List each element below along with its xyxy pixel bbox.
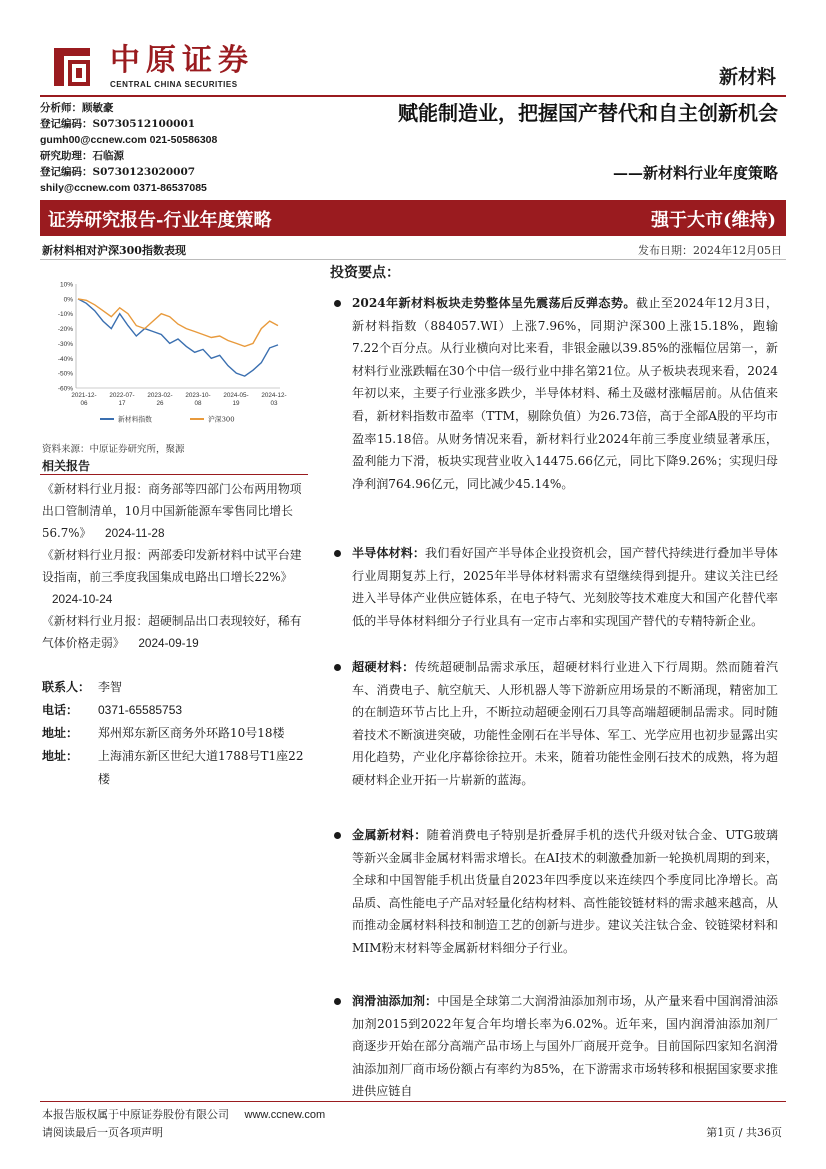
rating: 强于大市(维持) — [650, 210, 776, 231]
key-point-body: 传统超硬制品需求承压，超硬材料行业进入下行周期。然而随着汽车、消费电子、航空航天、人形机器人等下游新应用场景的不断涌现，精密加工的在制造环节占比上升，不断拉动超硬金刚石刀具等高端超硬制品需求。同时随着技术不断演进突破，功能性金刚石在半导体、军工、光学应用也初步显露出实用化趋势，产业化序幕徐徐拉开。未来，随着功能性金刚石技术的成熟，将为超硬材料企业开拓一片崭新的蓝海。 — [352, 660, 778, 787]
performance-chart — [40, 278, 290, 433]
related-report-text[interactable]: 《新材料行业月报：商务部等四部门公布两用物项出口管制清单，10月中国新能源车零售同比增长56.7%》 — [42, 482, 302, 540]
y-tick-label: 10% — [59, 281, 73, 289]
x-tick-label: 2024-12- — [261, 392, 287, 399]
key-point-lead: 2024年新材料板块走势整体呈先震荡后反弹态势。 — [352, 296, 636, 310]
x-tick-label: 2023-02- — [147, 392, 173, 399]
y-tick-label: -60% — [57, 385, 73, 393]
y-tick-label: -50% — [57, 370, 73, 378]
contact-row — [42, 745, 310, 791]
chart-title: 新材料相对沪深300指数表现 — [42, 244, 186, 257]
series-line — [78, 299, 278, 376]
footer-website-link[interactable]: www.ccnew.com — [244, 1109, 326, 1121]
contact-person: 李智 — [98, 680, 123, 694]
footer-disclaimer: 请阅读最后一页各项声明 — [42, 1126, 163, 1139]
x-tick-label: 2024-05- — [223, 392, 249, 399]
y-tick-label: 0% — [63, 296, 73, 304]
contact-row — [42, 699, 310, 722]
related-reports-title: 相关报告 — [42, 459, 91, 473]
x-tick-label: 2023-10- — [185, 392, 211, 399]
key-point-body: 我们看好国产半导体企业投资机会，国产替代持续进行叠加半导体行业周期复苏上行，2025年半导体材料需求有望继续得到提升。建议关注已经进入半导体产业供应链体系，在电子特气、光刻胶等技术难度大和国产化替代率低的半导体材料细分子行业具有一定市占率和实现国产替代的专精特新企业。 — [352, 546, 778, 628]
contact-label: 电话： — [42, 703, 79, 717]
key-point-body: 截止至2024年12月3日，新材料指数（884057.WI）上涨7.96%，同期沪深300上涨15.18%，跑输7.22个百分点。从行业横向对比来看，非银金融以39.85%的涨幅位居第一，新材料行业涨跌幅在30个中信一级行业中排名第21位。从子板块表现来看，2024年初以来，主要子行业涨多跌少，半导体材料、稀土及磁材涨幅居前。从估值来看，新材料指数市盈率（TTM，剔除负值）为26.73倍，高于全部A股的平均市盈率15.18倍。从财务情况来看，新材料行业2024年前三季度业绩显著承压，盈利能力下滑，板块实现营业收入14475.66亿元，同比下降9.26%；实现归母净利润764.96亿元，同比减少45.14%。 — [352, 296, 778, 491]
related-report-item[interactable] — [42, 478, 310, 544]
footer-left — [42, 1106, 325, 1142]
analyst-info — [40, 100, 280, 196]
analyst-name: 分析师：顾敏豪 — [40, 102, 114, 114]
y-tick-label: -30% — [57, 340, 73, 348]
key-point-lead: 润滑油添加剂： — [352, 994, 438, 1008]
contact-address: 上海浦东新区世纪大道1788号T1座22楼 — [98, 749, 304, 786]
sector-tag: 新材料 — [718, 66, 776, 88]
x-tick-label: 08 — [194, 400, 202, 407]
key-point-item — [330, 656, 778, 792]
key-point-lead: 半导体材料： — [352, 546, 426, 560]
assistant-reg-code: 登记编码：S0730123020007 — [40, 166, 196, 178]
company-logo-cn: 中原证券 — [110, 43, 254, 78]
x-tick-label: 17 — [118, 400, 126, 407]
report-subtitle: ——新材料行业年度策略 — [612, 164, 778, 182]
key-point-item — [330, 824, 778, 960]
contact-label: 地址： — [42, 726, 79, 740]
related-report-date: 2024-09-19 — [138, 636, 199, 650]
x-tick-label: 2022-07- — [109, 392, 135, 399]
key-points-title: 投资要点： — [330, 265, 400, 281]
report-banner — [40, 200, 786, 236]
contact-phone: 0371-65585753 — [98, 703, 183, 717]
assistant-name: 研究助理：石临源 — [40, 150, 124, 162]
report-type: 证券研究报告-行业年度策略 — [48, 210, 272, 231]
contact-row — [42, 676, 310, 699]
legend-label: 沪深300 — [208, 415, 235, 424]
chart-divider — [40, 259, 786, 260]
related-divider — [40, 474, 308, 475]
key-point-item — [330, 292, 778, 495]
x-tick-label: 03 — [270, 400, 278, 407]
x-tick-label: 06 — [80, 400, 88, 407]
x-tick-label: 19 — [232, 400, 240, 407]
legend-label: 新材料指数 — [118, 415, 152, 424]
chart-source: 资料来源：中原证券研究所，聚源 — [42, 444, 185, 455]
page-header — [0, 0, 826, 100]
footer-divider — [40, 1101, 786, 1102]
assistant-email[interactable]: shily@ccnew.com 0371-86537085 — [40, 182, 207, 194]
key-point-item — [330, 990, 778, 1103]
analyst-reg-code: 登记编码：S0730512100001 — [40, 118, 196, 130]
key-point-lead: 金属新材料： — [352, 828, 427, 842]
key-point-lead: 超硬材料： — [352, 660, 415, 674]
y-tick-label: -40% — [57, 355, 73, 363]
company-logo — [50, 44, 280, 92]
x-tick-label: 26 — [156, 400, 164, 407]
contact-label: 地址： — [42, 749, 79, 763]
related-report-date: 2024-10-24 — [52, 592, 113, 606]
contact-row — [42, 722, 310, 745]
contact-label: 联系人： — [42, 680, 91, 694]
x-tick-label: 2021-12- — [71, 392, 97, 399]
related-report-item[interactable] — [42, 610, 310, 654]
analyst-email[interactable]: gumh00@ccnew.com 021-50586308 — [40, 134, 218, 146]
y-tick-label: -20% — [57, 326, 73, 334]
related-report-item[interactable] — [42, 544, 310, 610]
company-logo-en: CENTRAL CHINA SECURITIES — [110, 80, 238, 89]
footer-copyright: 本报告版权属于中原证券股份有限公司 — [42, 1108, 229, 1121]
key-point-body: 中国是全球第二大润滑油添加剂市场，从产量来看中国润滑油添加剂2015到2022年复合年均增长率为6.02%。近年来，国内润滑油添加剂厂商逐步开始在部分高端产品市场上与国外厂商展开竞争。目前国际四家知名润滑油添加剂厂商市场份额占有率约为85%，在下游需求市场转移和根据国家要求推进供应链自 — [352, 994, 778, 1099]
header-divider — [40, 95, 786, 97]
related-report-text[interactable]: 《新材料行业月报：两部委印发新材料中试平台建设指南，前三季度我国集成电路出口增长22%》 — [42, 548, 302, 584]
y-tick-label: -10% — [57, 311, 73, 319]
contact-info — [42, 676, 310, 791]
related-reports — [42, 478, 310, 654]
key-point-item — [330, 542, 778, 632]
key-point-body: 随着消费电子特别是折叠屏手机的迭代升级对钛合金、UTG玻璃等新兴金属非金属材料需求增长。在AI技术的刺激叠加新一轮换机周期的到来，全球和中国智能手机出货量自2023年四季度以来连续四个季度同比净增长。高品质、高性能电子产品对轻量化结构材料、高性能铰链材料的需求越来越高，从而推动金属材料科技和制造工艺的创新与进步。建议关注钛合金、铰链梁材料和MIM粉末材料等金属新材料细分子行业。 — [352, 828, 778, 955]
page-number: 第1页 / 共36页 — [706, 1126, 782, 1139]
company-logo-mark — [50, 44, 94, 90]
publish-date: 发布日期：2024年12月05日 — [638, 244, 782, 257]
contact-address: 郑州郑东新区商务外环路10号18楼 — [98, 726, 285, 740]
related-report-text[interactable]: 《新材料行业月报：超硬制品出口表现较好，稀有气体价格走弱》 — [42, 614, 302, 650]
report-title: 赋能制造业，把握国产替代和自主创新机会 — [398, 101, 778, 125]
related-report-date: 2024-11-28 — [105, 526, 165, 540]
